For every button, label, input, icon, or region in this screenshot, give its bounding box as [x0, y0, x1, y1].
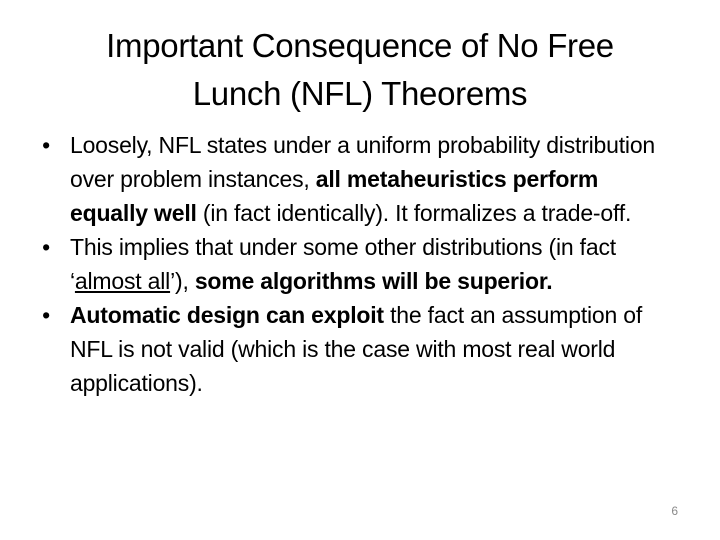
bullet-text: This implies that under some other distributions (in fact ‘ — [70, 234, 616, 294]
bullet-item — [36, 128, 676, 230]
bullet-bold-text: all metaheuristics perform equally well — [70, 166, 599, 226]
bullet-bold-text: some algorithms will be superior. — [194, 268, 553, 294]
page-number: 6 — [671, 504, 678, 518]
bullet-icon: • — [42, 302, 50, 328]
slide-title — [40, 22, 680, 118]
bullet-list — [36, 128, 676, 400]
bullet-underlined-text: almost all — [74, 268, 171, 294]
bullet-item — [36, 230, 676, 298]
title-line-1: Important Consequence of No Free — [106, 27, 614, 64]
bullet-text: the fact an assumption of NFL is not valid (which is the case with most real world applications). — [70, 302, 643, 396]
bullet-text: (in fact identically). It formalizes a trade-off. — [196, 200, 632, 226]
bullet-icon: • — [42, 234, 50, 260]
bullet-icon: • — [42, 132, 50, 158]
bullet-text: ’), — [170, 268, 195, 294]
title-line-2: Lunch (NFL) Theorems — [192, 75, 528, 112]
bullet-item — [36, 298, 676, 400]
bullet-text: Loosely, NFL states under a uniform probability distribution over problem instances, — [70, 132, 656, 192]
bullet-bold-text: Automatic design can exploit — [70, 302, 384, 328]
